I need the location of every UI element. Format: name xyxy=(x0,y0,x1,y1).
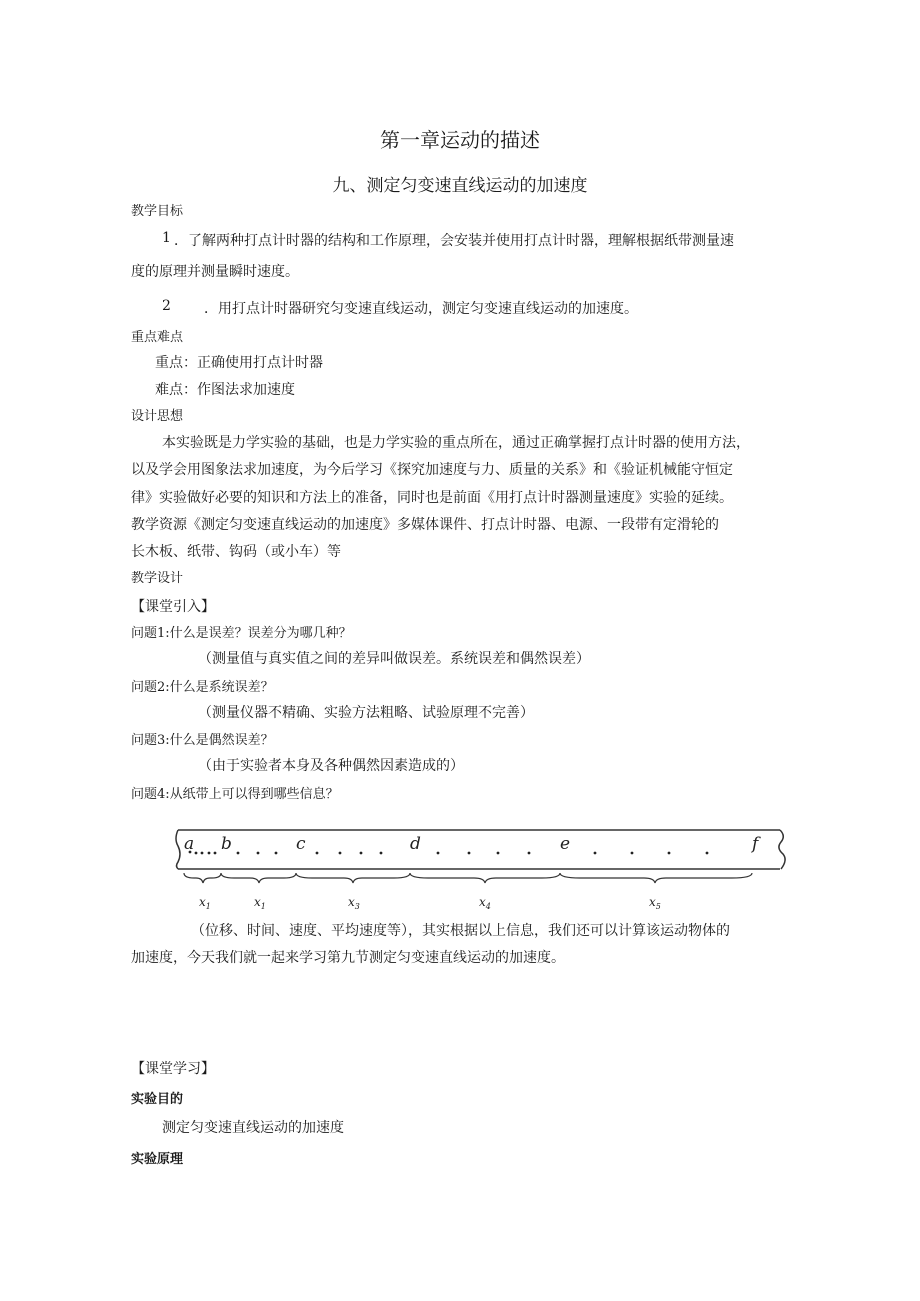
tape-segment-label: $x_3$ xyxy=(348,895,360,911)
objective-1-line1: ．了解两种打点计时器的结构和工作原理，会安装并使用打点计时器，理解根据纸带测量速 xyxy=(174,233,734,249)
objective-1-line2: 度的原理并测量瞬时速度。 xyxy=(131,264,299,280)
design-idea-line2: 以及学会用图象法求加速度，为今后学习《探究加速度与力、质量的关系》和《验证机械能守恒定 xyxy=(131,462,733,478)
principle-heading: 实验原理 xyxy=(131,1152,184,1167)
tape-point-e: e xyxy=(560,834,571,854)
answer-3: （由于实验者本身及各种偶然因素造成的） xyxy=(198,758,464,774)
tape-point-b: b xyxy=(221,834,232,854)
study-heading: 【课堂学习】 xyxy=(131,1061,215,1077)
answer-1: （测量值与真实值之间的差异叫做误差。系统误差和偶然误差） xyxy=(198,651,590,667)
section-title: 九、测定匀变速直线运动的加速度 xyxy=(332,176,588,196)
tape-segment-label: $x_1$ xyxy=(254,895,266,911)
tape-segment-label: $x_5$ xyxy=(649,895,661,911)
question-4: 问题4:从纸带上可以得到哪些信息？ xyxy=(131,787,339,802)
after-tape-line1: （位移、时间、速度、平均速度等），其实根据以上信息，我们还可以计算该运动物体的 xyxy=(191,923,730,939)
after-tape-line2: 加速度，今天我们就一起来学习第九节测定匀变速直线运动的加速度。 xyxy=(131,950,565,966)
tape-point-d: d xyxy=(410,834,421,854)
answer-2: （测量仪器不精确、实验方法粗略、试验原理不完善） xyxy=(198,705,534,721)
resources-line2: 长木板、纸带、钩码（或小车）等 xyxy=(131,544,341,560)
design-idea-heading: 设计思想 xyxy=(131,409,184,424)
design-idea-line1: 本实验既是力学实验的基础，也是力学实验的重点所在，通过正确掌握打点计时器的使用方法， xyxy=(162,435,750,451)
tape-point-a: a xyxy=(184,834,195,854)
tape-strip xyxy=(176,830,785,869)
teaching-design-heading: 教学设计 xyxy=(131,571,184,586)
tape-point-labels xyxy=(184,834,761,854)
intro-heading: 【课堂引入】 xyxy=(131,599,215,615)
tape-point-c: c xyxy=(296,834,306,854)
objective-2-number: 2 xyxy=(162,298,171,314)
tape-segment-label: $x_4$ xyxy=(479,895,491,911)
tape-dots xyxy=(189,851,709,855)
objective-1-number: 1 xyxy=(162,230,171,246)
difficult-point: 难点：作图法求加速度 xyxy=(155,382,295,398)
tape-segment-label: $x_1$ xyxy=(199,895,211,911)
tape-segment-labels xyxy=(199,895,661,911)
question-1: 问题1:什么是误差？误差分为哪几种？ xyxy=(131,626,352,641)
tape-point-f: f xyxy=(752,834,759,854)
question-2: 问题2:什么是系统误差？ xyxy=(131,680,274,695)
objectives-heading: 教学目标 xyxy=(131,204,184,219)
purpose-text: 测定匀变速直线运动的加速度 xyxy=(162,1120,344,1136)
design-idea-line3: 律》实验做好必要的知识和方法上的准备，同时也是前面《用打点计时器测量速度》实验的延续。 xyxy=(131,490,733,506)
purpose-heading: 实验目的 xyxy=(131,1092,184,1107)
key-points-heading: 重点难点 xyxy=(131,330,184,345)
paper-tape-diagram xyxy=(172,822,794,918)
question-3: 问题3:什么是偶然误差？ xyxy=(131,733,274,748)
key-point: 重点：正确使用打点计时器 xyxy=(155,355,323,371)
resources-line1: 教学资源《测定匀变速直线运动的加速度》多媒体课件、打点计时器、电源、一段带有定滑轮的 xyxy=(131,517,719,533)
tape-braces xyxy=(184,873,752,883)
objective-2-text: ．用打点计时器研究匀变速直线运动，测定匀变速直线运动的加速度。 xyxy=(204,301,638,317)
chapter-title: 第一章运动的描述 xyxy=(380,128,540,152)
